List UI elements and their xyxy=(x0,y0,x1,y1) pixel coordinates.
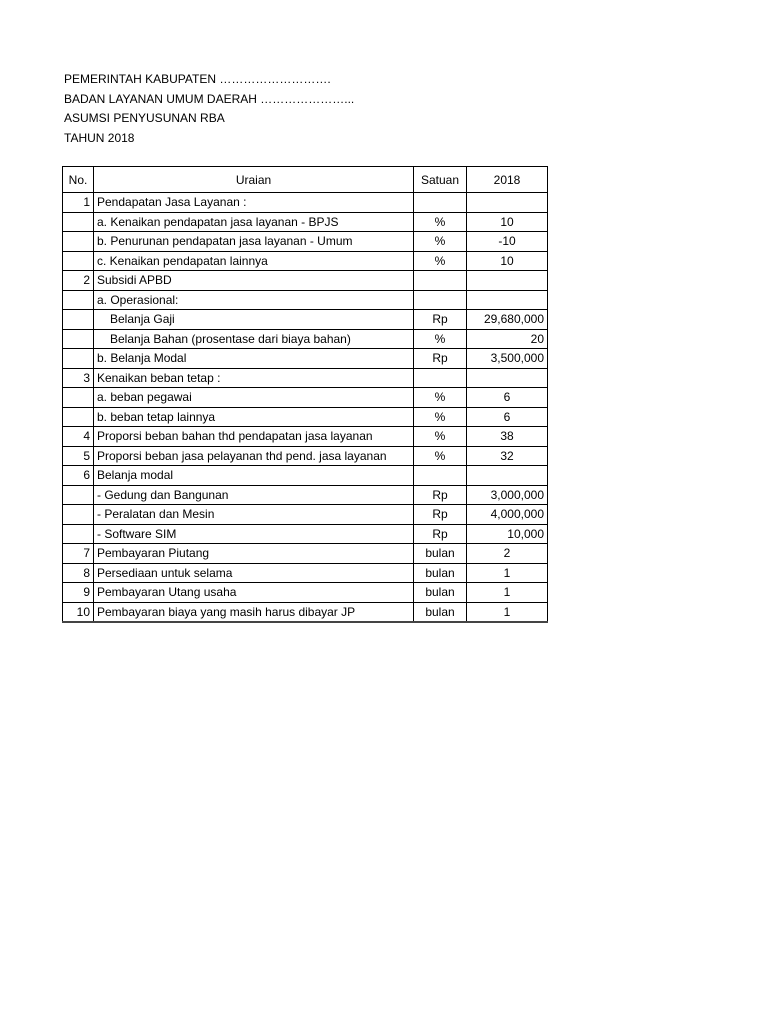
row-number: 3 xyxy=(63,368,94,388)
row-value-2018: -10 xyxy=(467,232,548,252)
row-value-2018: 1 xyxy=(467,583,548,603)
row-uraian: - Gedung dan Bangunan xyxy=(94,485,414,505)
row-number xyxy=(63,232,94,252)
row-value-2018 xyxy=(467,271,548,291)
row-value-2018: 20 xyxy=(467,329,548,349)
table-row xyxy=(63,505,548,525)
row-number: 1 xyxy=(63,193,94,213)
row-satuan xyxy=(414,466,467,486)
table-row xyxy=(63,466,548,486)
row-value-2018: 4,000,000 xyxy=(467,505,548,525)
assumptions-table xyxy=(62,166,548,623)
row-uraian: Persediaan untuk selama xyxy=(94,563,414,583)
row-number xyxy=(63,524,94,544)
row-uraian: c. Kenaikan pendapatan lainnya xyxy=(94,251,414,271)
row-satuan xyxy=(414,290,467,310)
table-row xyxy=(63,349,548,369)
row-number xyxy=(63,505,94,525)
row-satuan: Rp xyxy=(414,485,467,505)
row-value-2018: 6 xyxy=(467,388,548,408)
table-header-row xyxy=(63,167,548,193)
row-satuan: % xyxy=(414,329,467,349)
table-row xyxy=(63,212,548,232)
row-satuan: % xyxy=(414,251,467,271)
row-number xyxy=(63,290,94,310)
row-value-2018 xyxy=(467,466,548,486)
header-line-government: PEMERINTAH KABUPATEN ………………………. xyxy=(64,72,331,86)
header-line-title: ASUMSI PENYUSUNAN RBA xyxy=(64,111,225,125)
table-row xyxy=(63,193,548,213)
row-value-2018: 6 xyxy=(467,407,548,427)
row-satuan: bulan xyxy=(414,563,467,583)
row-satuan: Rp xyxy=(414,310,467,330)
row-value-2018: 32 xyxy=(467,446,548,466)
row-number xyxy=(63,407,94,427)
row-number: 10 xyxy=(63,602,94,622)
row-uraian: Belanja modal xyxy=(94,466,414,486)
row-uraian: Pembayaran Piutang xyxy=(94,544,414,564)
row-value-2018: 38 xyxy=(467,427,548,447)
row-satuan: bulan xyxy=(414,544,467,564)
row-satuan: % xyxy=(414,232,467,252)
row-satuan: bulan xyxy=(414,583,467,603)
row-uraian: b. Penurunan pendapatan jasa layanan - Umum xyxy=(94,232,414,252)
table-row xyxy=(63,271,548,291)
header-uraian: Uraian xyxy=(94,167,414,193)
row-number xyxy=(63,349,94,369)
row-uraian: Proporsi beban jasa pelayanan thd pend. jasa layanan xyxy=(94,446,414,466)
table-row xyxy=(63,251,548,271)
row-value-2018: 3,000,000 xyxy=(467,485,548,505)
row-value-2018 xyxy=(467,368,548,388)
row-uraian: Belanja Bahan (prosentase dari biaya bahan) xyxy=(94,329,414,349)
row-value-2018: 2 xyxy=(467,544,548,564)
row-satuan xyxy=(414,193,467,213)
row-number xyxy=(63,251,94,271)
row-satuan xyxy=(414,368,467,388)
row-uraian: Kenaikan beban tetap : xyxy=(94,368,414,388)
table-row xyxy=(63,563,548,583)
row-number xyxy=(63,388,94,408)
row-uraian: Belanja Gaji xyxy=(94,310,414,330)
row-value-2018: 29,680,000 xyxy=(467,310,548,330)
row-value-2018: 10,000 xyxy=(467,524,548,544)
row-satuan: Rp xyxy=(414,505,467,525)
row-number xyxy=(63,212,94,232)
row-satuan: % xyxy=(414,388,467,408)
document-header xyxy=(64,70,354,148)
table-row xyxy=(63,290,548,310)
table-row xyxy=(63,388,548,408)
row-value-2018: 3,500,000 xyxy=(467,349,548,369)
row-uraian: - Software SIM xyxy=(94,524,414,544)
row-value-2018: 10 xyxy=(467,251,548,271)
row-value-2018 xyxy=(467,290,548,310)
row-uraian: b. beban tetap lainnya xyxy=(94,407,414,427)
table-row xyxy=(63,329,548,349)
row-number xyxy=(63,485,94,505)
table-row xyxy=(63,232,548,252)
row-value-2018: 1 xyxy=(467,602,548,622)
row-satuan: Rp xyxy=(414,524,467,544)
table-row xyxy=(63,544,548,564)
table-row xyxy=(63,524,548,544)
table-body xyxy=(63,193,548,623)
header-satuan: Satuan xyxy=(414,167,467,193)
row-satuan xyxy=(414,271,467,291)
header-no: No. xyxy=(63,167,94,193)
header-year: 2018 xyxy=(467,167,548,193)
row-uraian: - Peralatan dan Mesin xyxy=(94,505,414,525)
row-uraian: Pembayaran Utang usaha xyxy=(94,583,414,603)
row-number xyxy=(63,329,94,349)
row-uraian: Proporsi beban bahan thd pendapatan jasa layanan xyxy=(94,427,414,447)
header-line-agency: BADAN LAYANAN UMUM DAERAH …………………... xyxy=(64,91,355,106)
row-number: 8 xyxy=(63,563,94,583)
row-satuan: % xyxy=(414,407,467,427)
row-number: 9 xyxy=(63,583,94,603)
table-row xyxy=(63,485,548,505)
row-number: 5 xyxy=(63,446,94,466)
row-value-2018: 1 xyxy=(467,563,548,583)
row-uraian: Pembayaran biaya yang masih harus dibayar JP xyxy=(94,602,414,622)
row-value-2018: 10 xyxy=(467,212,548,232)
header-line-year: TAHUN 2018 xyxy=(64,130,135,145)
row-uraian: Pendapatan Jasa Layanan : xyxy=(94,193,414,213)
row-uraian: b. Belanja Modal xyxy=(94,349,414,369)
row-uraian: a. beban pegawai xyxy=(94,388,414,408)
row-uraian: a. Operasional: xyxy=(94,290,414,310)
row-satuan: % xyxy=(414,212,467,232)
table-row xyxy=(63,602,548,622)
row-number: 7 xyxy=(63,544,94,564)
row-number: 6 xyxy=(63,466,94,486)
table-row xyxy=(63,310,548,330)
row-uraian: a. Kenaikan pendapatan jasa layanan - BPJS xyxy=(94,212,414,232)
table-row xyxy=(63,368,548,388)
row-satuan: % xyxy=(414,446,467,466)
row-number: 4 xyxy=(63,427,94,447)
row-value-2018 xyxy=(467,193,548,213)
row-satuan: % xyxy=(414,427,467,447)
row-satuan: bulan xyxy=(414,602,467,622)
row-satuan: Rp xyxy=(414,349,467,369)
row-number xyxy=(63,310,94,330)
table-row xyxy=(63,427,548,447)
table-row xyxy=(63,446,548,466)
row-number: 2 xyxy=(63,271,94,291)
table-row xyxy=(63,407,548,427)
row-uraian: Subsidi APBD xyxy=(94,271,414,291)
table-row xyxy=(63,583,548,603)
